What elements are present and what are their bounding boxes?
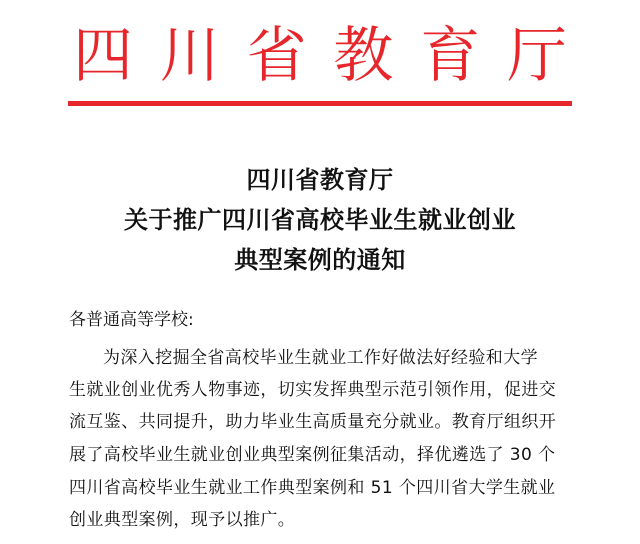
- salutation: 各普通高等学校:: [69, 310, 194, 330]
- document-title-line-3: 典型案例的通知: [234, 245, 406, 274]
- letterhead-char: 省: [246, 21, 307, 91]
- body-line: 生就业创业优秀人物事迹，切实发挥典型示范引领作用，促进交: [69, 380, 557, 400]
- document-title-line-2: 关于推广四川省高校毕业生就业创业: [124, 205, 516, 234]
- body-line: 四川省高校毕业生就业工作典型案例和 51 个四川省大学生就业: [69, 478, 556, 498]
- body-line: 流互鉴、共同提升，助力毕业生高质量充分就业。教育厅组织开: [69, 412, 557, 432]
- letterhead-char: 川: [159, 21, 220, 91]
- letterhead-char: 育: [420, 21, 481, 91]
- letterhead-rule: [68, 101, 572, 106]
- document-title-line-1: 四川省教育厅: [246, 165, 394, 194]
- body-line: 创业典型案例，现予以推广。: [69, 510, 296, 530]
- letterhead: [68, 18, 572, 94]
- body-line: 为深入挖掘全省高校毕业生就业工作好做法好经验和大学: [103, 348, 538, 368]
- letterhead-char: 厅: [506, 21, 567, 91]
- letterhead-char: 四: [73, 21, 133, 91]
- letterhead-char: 教: [333, 21, 394, 91]
- body-line: 展了高校毕业生就业创业典型案例征集活动，择优遴选了 30 个: [69, 445, 556, 465]
